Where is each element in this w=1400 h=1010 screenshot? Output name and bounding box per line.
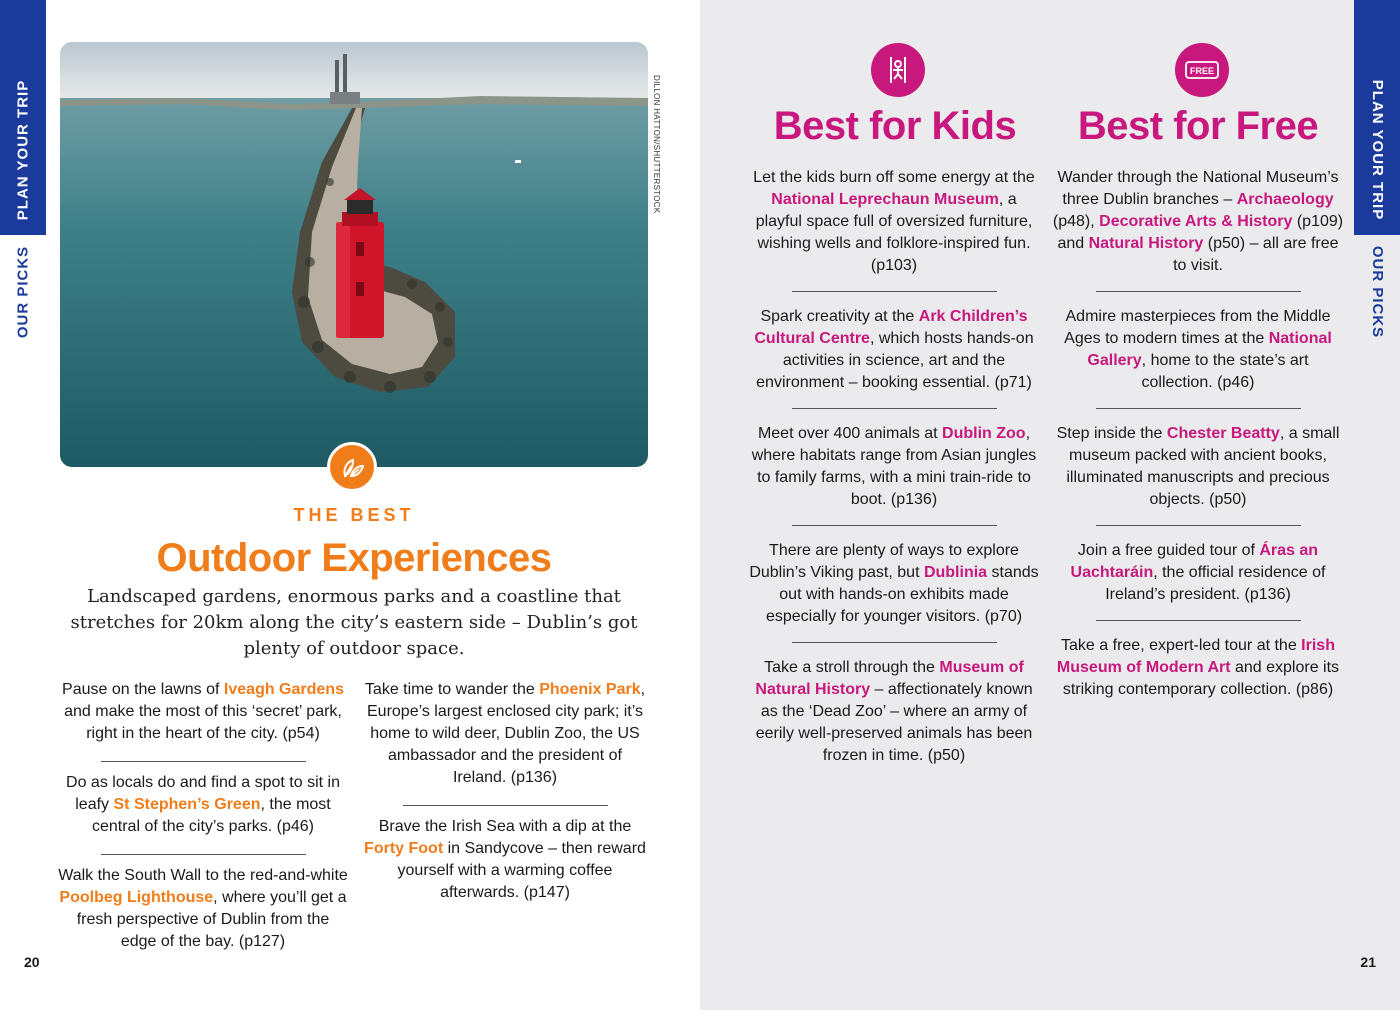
child-swing-icon xyxy=(871,43,925,97)
section-kicker: THE BEST xyxy=(293,505,415,525)
list-item: There are plenty of ways to explore Dublin’s Viking past, but Dublinia stands out with hands-on exhibits made especially for younger visitors. (p70) xyxy=(749,542,1039,625)
free-tag-icon xyxy=(1175,43,1229,97)
free-column xyxy=(1052,167,1344,701)
intro-paragraph: Landscaped gardens, enormous parks and a coastline that stretches for 20km along the city’s eastern side – Dublin’s got plenty of outdoor space. xyxy=(70,586,638,659)
divider xyxy=(403,805,608,806)
place-link: National Gallery xyxy=(1087,330,1332,369)
list-item: Walk the South Wall to the red-and-white Poolbeg Lighthouse, where you’ll get a fresh perspective of Dublin from the edge of the bay. (p127) xyxy=(58,867,348,950)
list-item: Wander through the National Museum’s three Dublin branches – Archaeology (p48), Decorative Arts & History (p109) and Natural History (p50) – all are free to visit. xyxy=(1052,169,1344,274)
divider xyxy=(1096,525,1301,526)
list-item: Meet over 400 animals at Dublin Zoo, where habitats range from Asian jungles to family farms, with a mini train-ride to boot. (p136) xyxy=(751,425,1037,508)
list-item: Take time to wander the Phoenix Park, Europe’s largest enclosed city park; it’s home to wild deer, Dublin Zoo, the US ambassador and the president of Ireland. (p136) xyxy=(364,681,646,786)
list-item: Take a stroll through the Museum of Natural History – affectionately known as the ‘Dead Zoo’ – where an army of eerily well-preserved animals has been frozen in time. (p50) xyxy=(755,659,1033,764)
place-link: Chester Beatty xyxy=(1166,425,1280,442)
place-link: National Leprechaun Museum xyxy=(771,191,999,208)
place-link: Museum of Natural History xyxy=(755,659,1024,698)
place-link: Poolbeg Lighthouse xyxy=(59,889,214,906)
kids-title: Best for Kids xyxy=(773,104,1017,148)
divider xyxy=(792,291,997,292)
place-link: Forty Foot xyxy=(364,840,444,857)
page-number: 21 xyxy=(1360,954,1376,970)
section-tab-label: PLAN YOUR TRIP xyxy=(14,79,32,221)
divider xyxy=(101,761,306,762)
place-link: Áras an Uachtaráin xyxy=(1070,542,1319,581)
subsection-tab-label: OUR PICKS xyxy=(14,245,32,339)
divider xyxy=(792,525,997,526)
list-item: Let the kids burn off some energy at the National Leprechaun Museum, a playful space full of oversized furniture, wishing wells and folklore-inspired fun. (p103) xyxy=(753,169,1035,274)
list-item: Take a free, expert-led tour at the Irish Museum of Modern Art and explore its striking contemporary collection. (p86) xyxy=(1056,637,1340,698)
place-link: Phoenix Park xyxy=(539,681,641,698)
place-link: Iveagh Gardens xyxy=(223,681,344,698)
place-link: Decorative Arts & History xyxy=(1099,213,1293,230)
kids-column xyxy=(748,167,1040,767)
subsection-tab-label: OUR PICKS xyxy=(1368,245,1386,339)
divider xyxy=(1096,408,1301,409)
place-link: Ark Children’s Cultural Centre xyxy=(754,308,1028,347)
photo-credit: DILLON HATTON/SHUTTERSTOCK xyxy=(652,75,661,214)
place-link: Dublinia xyxy=(923,564,988,581)
place-link: Irish Museum of Modern Art xyxy=(1056,637,1335,676)
outdoor-column-2 xyxy=(360,679,650,904)
poolbeg-lighthouse-photo xyxy=(60,42,648,467)
page-title: Outdoor Experiences xyxy=(156,536,552,580)
page-number: 20 xyxy=(24,954,40,970)
list-item: Pause on the lawns of Iveagh Gardens and make the most of this ‘secret’ park, right in the heart of the city. (p54) xyxy=(62,681,344,742)
divider xyxy=(792,642,997,643)
free-icon-label: FREE xyxy=(1189,66,1215,76)
leaves-icon xyxy=(327,442,377,492)
outdoor-column-1 xyxy=(58,679,348,953)
divider xyxy=(792,408,997,409)
list-item: Join a free guided tour of Áras an Uachtaráin, the official residence of Ireland’s president. (p136) xyxy=(1070,542,1326,603)
free-title: Best for Free xyxy=(1077,104,1319,148)
divider xyxy=(101,854,306,855)
list-item: Spark creativity at the Ark Children’s Cultural Centre, which hosts hands-on activities in science, art and the environment – booking essential. (p71) xyxy=(754,308,1034,391)
divider xyxy=(1096,291,1301,292)
place-link: Dublin Zoo xyxy=(942,425,1026,442)
place-link: Archaeology xyxy=(1236,191,1334,208)
list-item: Step inside the Chester Beatty, a small museum packed with ancient books, illuminated manuscripts and precious objects. (p50) xyxy=(1056,425,1340,508)
list-item: Do as locals do and find a spot to sit in leafy St Stephen’s Green, the most central of the city’s parks. (p46) xyxy=(66,774,340,835)
list-item: Admire masterpieces from the Middle Ages to modern times at the National Gallery, home to the state’s art collection. (p46) xyxy=(1064,308,1332,391)
divider xyxy=(1096,620,1301,621)
list-item: Brave the Irish Sea with a dip at the Forty Foot in Sandycove – then reward yourself with a warming coffee afterwards. (p147) xyxy=(364,818,646,901)
place-link: Natural History xyxy=(1088,235,1204,252)
place-link: St Stephen’s Green xyxy=(113,796,261,813)
section-tab-label: PLAN YOUR TRIP xyxy=(1368,79,1386,221)
